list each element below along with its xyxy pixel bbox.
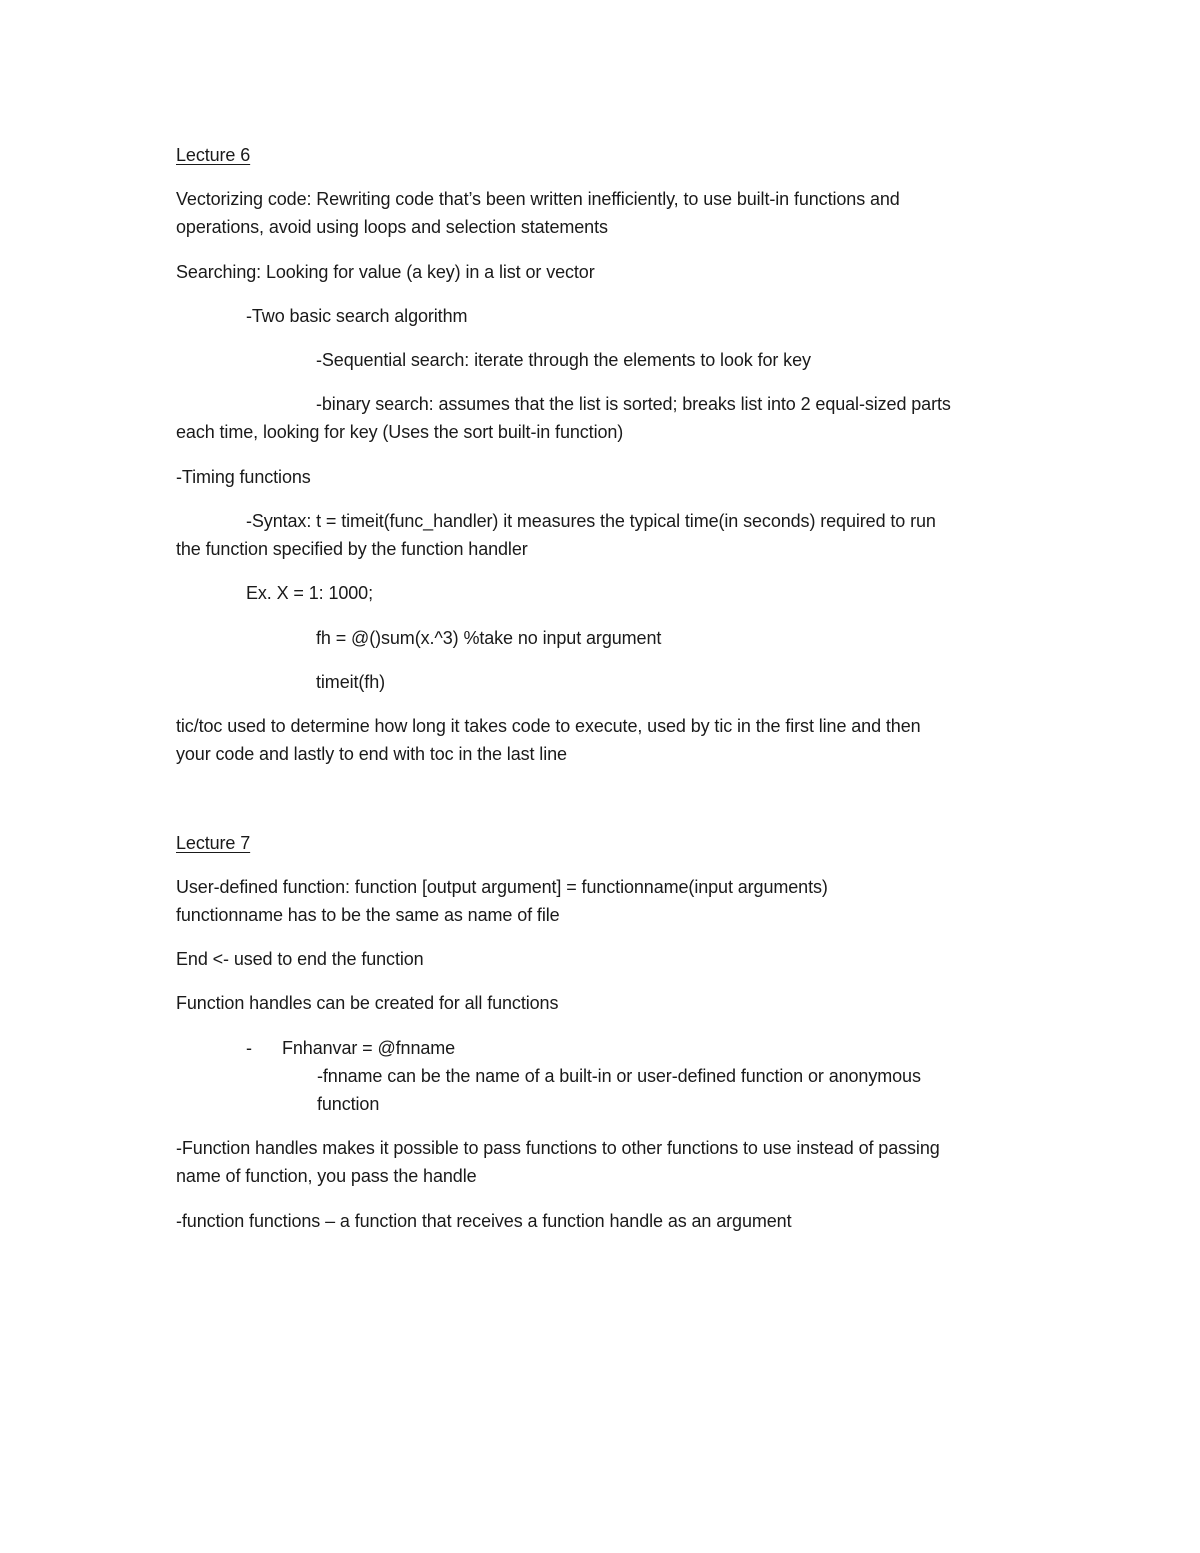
vectorizing-line-1: Vectorizing code: Rewriting code that’s been written inefficiently, to use built-in functions and [176,189,900,209]
timing-functions-line: -Timing functions [176,467,311,487]
bullet-dash: - [246,1038,252,1058]
function-handles-created-line: Function handles can be created for all functions [176,993,559,1013]
binary-search-line-2: each time, looking for key (Uses the sort built-in function) [176,422,624,442]
pass-handles-line-2: name of function, you pass the handle [176,1166,477,1186]
tictoc-line-1: tic/toc used to determine how long it takes code to execute, used by tic in the first line and then [176,716,921,736]
vectorizing-line-2: operations, avoid using loops and selection statements [176,217,608,237]
binary-search-line-1: -binary search: assumes that the list is sorted; breaks list into 2 equal-sized parts [316,394,951,414]
tictoc-line-2: your code and lastly to end with toc in the last line [176,744,567,764]
end-line: End <- used to end the function [176,949,424,969]
user-defined-line-2: functionname has to be the same as name of file [176,905,560,925]
lecture-7-heading: Lecture 7 [176,833,251,853]
syntax-line-1: -Syntax: t = timeit(func_handler) it measures the typical time(in seconds) required to run [246,511,936,531]
function-functions-line: -function functions – a function that receives a function handle as an argument [176,1211,792,1231]
fnname-line-2: function [317,1094,380,1114]
user-defined-line-1: User-defined function: function [output argument] = functionname(input arguments) [176,877,828,897]
fnname-line-1: -fnname can be the name of a built-in or user-defined function or anonymous [317,1066,921,1086]
pass-handles-line-1: -Function handles makes it possible to pass functions to other functions to use instead of passing [176,1138,940,1158]
example-line: Ex. X = 1: 1000; [246,583,373,603]
syntax-line-2: the function specified by the function handler [176,539,528,559]
two-basic-search-line: -Two basic search algorithm [246,306,468,326]
timeit-code-line: timeit(fh) [316,672,386,692]
searching-line: Searching: Looking for value (a key) in a list or vector [176,262,595,282]
fnhanvar-line: Fnhanvar = @fnname [282,1038,456,1058]
fh-code-line: fh = @()sum(x.^3) %take no input argument [316,628,662,648]
lecture-6-heading: Lecture 6 [176,145,251,165]
sequential-search-line: -Sequential search: iterate through the elements to look for key [316,350,811,370]
